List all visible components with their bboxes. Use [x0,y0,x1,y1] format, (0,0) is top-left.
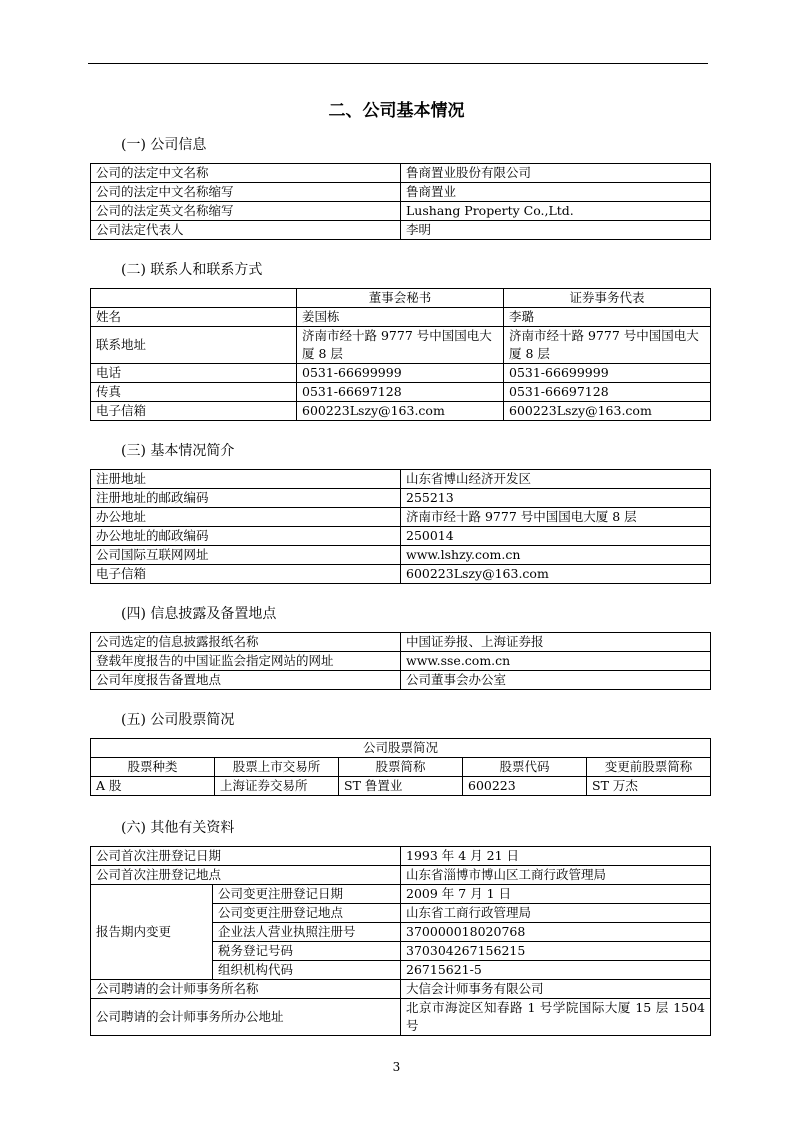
cell-value: 370304267156215 [401,942,711,961]
table-row [91,183,711,202]
cell-label: 税务登记号码 [213,942,401,961]
table-header-row [91,758,711,777]
cell-value: 姜国栋 [297,308,504,327]
cell-value: 鲁商置业股份有限公司 [401,164,711,183]
cell-label: 公司首次注册登记地点 [91,866,401,885]
column-header: 股票上市交易所 [215,758,339,777]
cell-value: 250014 [401,527,711,546]
cell-value: 鲁商置业 [401,183,711,202]
cell-label: 公司聘请的会计师事务所办公地址 [91,999,401,1036]
header-rule [88,63,708,64]
table-row [91,980,711,999]
cell-value: Lushang Property Co.,Ltd. [401,202,711,221]
cell-value: 600223Lszy@163.com [297,402,504,421]
column-header: 变更前股票简称 [587,758,711,777]
cell-value: 济南市经十路 9777 号中国国电大厦 8 层 [504,327,711,364]
cell-label: 公司的法定中文名称 [91,164,401,183]
section-heading-company-info: (一) 公司信息 [121,137,207,153]
cell-value: 李明 [401,221,711,240]
cell-label: 电子信箱 [91,402,297,421]
table-row [91,327,711,364]
cell-value: 1993 年 4 月 21 日 [401,847,711,866]
column-header: 股票种类 [91,758,215,777]
cell-label: 电子信箱 [91,565,401,584]
contacts-table [90,288,711,421]
cell-value: 中国证券报、上海证券报 [401,633,711,652]
column-header: 股票代码 [463,758,587,777]
cell-value: 上海证券交易所 [215,777,339,796]
cell-value: ST 万杰 [587,777,711,796]
table-title-row [91,739,711,758]
table-row [91,565,711,584]
table-row [91,999,711,1036]
table-title: 公司股票简况 [91,739,711,758]
cell-value: www.sse.com.cn [401,652,711,671]
cell-value: ST 鲁置业 [339,777,463,796]
cell-label: 公司的法定中文名称缩写 [91,183,401,202]
cell-value: 600223Lszy@163.com [504,402,711,421]
table-row [91,221,711,240]
table-row [91,546,711,565]
cell-label: 公司首次注册登记日期 [91,847,401,866]
cell-value: A 股 [91,777,215,796]
section-heading-disclosure: (四) 信息披露及备置地点 [121,606,277,622]
cell-label: 注册地址 [91,470,401,489]
cell-value: 370000018020768 [401,923,711,942]
cell-value: 600223Lszy@163.com [401,565,711,584]
cell-value: 北京市海淀区知春路 1 号学院国际大厦 15 层 1504 号 [401,999,711,1036]
cell-label: 公司选定的信息披露报纸名称 [91,633,401,652]
stock-table [90,738,711,796]
table-row [91,885,711,904]
cell-value: 0531-66699999 [297,364,504,383]
cell-label: 公司变更注册登记地点 [213,904,401,923]
cell-label: 公司变更注册登记日期 [213,885,401,904]
table-row [91,527,711,546]
cell-label: 组织机构代码 [213,961,401,980]
column-header: 股票简称 [339,758,463,777]
table-row [91,777,711,796]
table-header-row [91,289,711,308]
table-row [91,364,711,383]
table-row [91,402,711,421]
cell-value: 0531-66697128 [504,383,711,402]
cell-value: 山东省淄博市博山区工商行政管理局 [401,866,711,885]
cell-label: 公司聘请的会计师事务所名称 [91,980,401,999]
basic-info-table [90,469,711,584]
cell-label: 登载年度报告的中国证监会指定网站的网址 [91,652,401,671]
cell-value: www.lshzy.com.cn [401,546,711,565]
cell-label: 姓名 [91,308,297,327]
section-heading-other-info: (六) 其他有关资料 [121,820,235,836]
column-header: 董事会秘书 [297,289,504,308]
table-row [91,866,711,885]
cell-value: 0531-66699999 [504,364,711,383]
section-heading-stock: (五) 公司股票简况 [121,712,235,728]
cell-label: 办公地址 [91,508,401,527]
cell-value: 济南市经十路 9777 号中国国电大厦 8 层 [297,327,504,364]
cell-value: 山东省工商行政管理局 [401,904,711,923]
other-info-table [90,846,711,1036]
cell-value: 0531-66697128 [297,383,504,402]
disclosure-table [90,632,711,690]
table-row [91,671,711,690]
table-row [91,847,711,866]
cell-value: 济南市经十路 9777 号中国国电大厦 8 层 [401,508,711,527]
cell-label: 公司国际互联网网址 [91,546,401,565]
cell-value: 255213 [401,489,711,508]
table-row [91,308,711,327]
cell-label: 注册地址的邮政编码 [91,489,401,508]
table-row [91,383,711,402]
cell-value: 26715621-5 [401,961,711,980]
cell-label: 企业法人营业执照注册号 [213,923,401,942]
cell-label: 公司法定代表人 [91,221,401,240]
page-title: 二、公司基本情况 [328,101,465,121]
column-header: 证券事务代表 [504,289,711,308]
cell-value: 600223 [463,777,587,796]
table-row [91,652,711,671]
cell-label: 公司年度报告备置地点 [91,671,401,690]
cell-label: 公司的法定英文名称缩写 [91,202,401,221]
section-heading-contacts: (二) 联系人和联系方式 [121,262,263,278]
table-row [91,470,711,489]
cell-value: 山东省博山经济开发区 [401,470,711,489]
table-row [91,508,711,527]
table-row [91,633,711,652]
table-row [91,489,711,508]
cell-value: 李璐 [504,308,711,327]
cell-value: 2009 年 7 月 1 日 [401,885,711,904]
company-info-table [90,163,711,240]
cell-value: 大信会计师事务有限公司 [401,980,711,999]
cell-label: 办公地址的邮政编码 [91,527,401,546]
cell-label: 电话 [91,364,297,383]
cell-value: 公司董事会办公室 [401,671,711,690]
cell-empty [91,289,297,308]
cell-label: 传真 [91,383,297,402]
table-row [91,164,711,183]
section-heading-basic-info: (三) 基本情况简介 [121,443,235,459]
cell-label: 联系地址 [91,327,297,364]
cell-group-label: 报告期内变更 [91,885,213,980]
table-row [91,202,711,221]
page-number: 3 [392,1060,401,1074]
